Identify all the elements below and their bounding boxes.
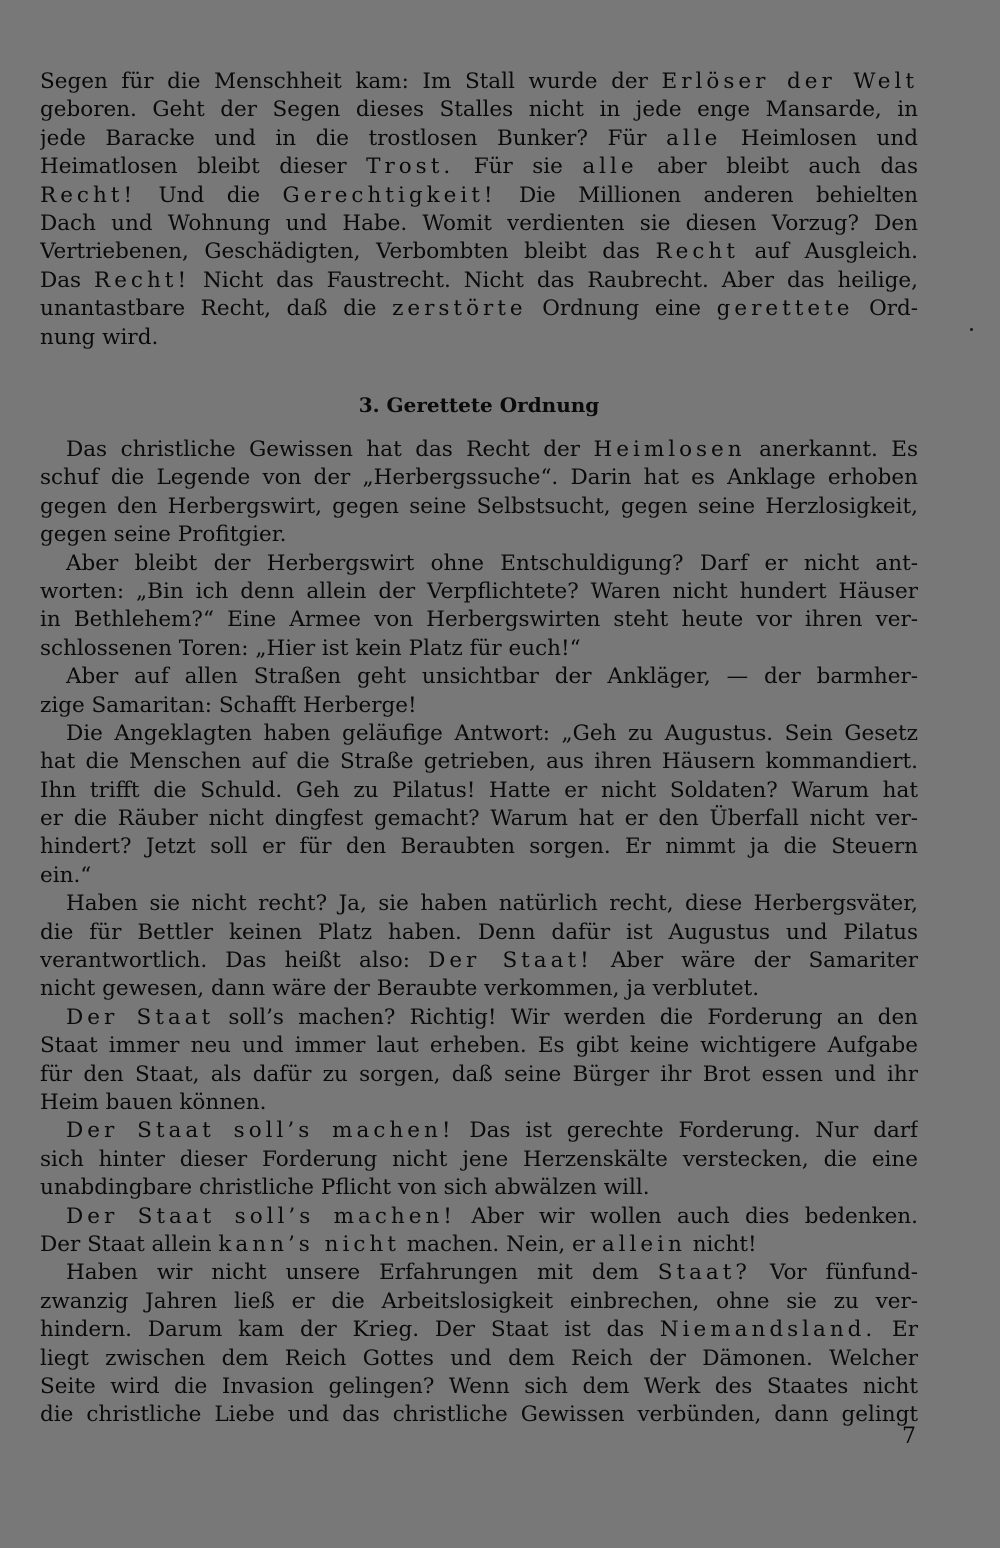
spaced-emphasis: Niemandsland. [659,1317,877,1343]
text-line: schuf die Legende von der „Herbergssuche“. Darin hat es Anklage erhoben [40,465,918,491]
text-line: Aber bleibt der Herbergswirt ohne Entschuldigung? Darf er nicht ant- [66,550,918,576]
text-line: gegen den Herbergswirt, gegen seine Selbstsucht, gegen seine Herzlosigkeit, [40,493,918,519]
text-line: geboren. Geht der Segen dieses Stalles nicht in jede enge Mansarde, in [40,97,918,123]
text-line: hindert? Jetzt soll er für den Beraubten sorgen. Er nimmt ja die Steuern [40,834,918,860]
spaced-emphasis: zerstörte [392,296,527,322]
text-line: für den Staat, als dafür zu sorgen, daß seine Bürger ihr Brot essen und ihr [40,1061,918,1087]
text-line: Der Staat soll’s machen? Richtig! Wir werden die Forderung an den [66,1004,918,1030]
text-line: liegt zwischen dem Reich Gottes und dem Reich der Dämonen. Welcher [40,1345,918,1371]
text-line: Recht! Und die Gerechtigkeit! Die Millionen anderen behielten [40,182,918,208]
text-line: verantwortlich. Das heißt also: Der Staat! Aber wäre der Samariter [40,948,918,974]
text-line: Vertriebenen, Geschädigten, Verbombten bleibt das Recht auf Ausgleich. [40,239,918,265]
text-line: er die Räuber nicht dingfest gemacht? Warum hat er den Überfall nicht ver- [40,806,918,832]
spaced-emphasis: Der Staat soll’s machen! [66,1118,455,1144]
text-line: zwanzig Jahren ließ er die Arbeitslosigkeit einbrechen, ohne sie zu ver- [40,1288,918,1314]
text-line: Dach und Wohnung und Habe. Womit verdienten sie diesen Vorzug? Den [40,210,918,236]
text-line: nicht gewesen, dann wäre der Beraubte verkommen, ja verblutet. [40,976,760,1002]
text-line: Segen für die Menschheit kam: Im Stall wurde der Erlöser der Welt [40,69,918,94]
text-line: Heim bauen können. [40,1089,267,1115]
text-line: Aber auf allen Straßen geht unsichtbar der Ankläger, — der barmher- [66,664,918,690]
spaced-emphasis: alle [666,125,722,151]
spaced-emphasis: Gerechtigkeit! [282,182,497,208]
text-line: Heimatlosen bleibt dieser Trost. Für sie alle aber bleibt auch das [40,154,918,180]
text-line: schlossenen Toren: „Hier ist kein Platz für euch!“ [40,635,581,661]
text-line: ein.“ [40,862,92,888]
spaced-emphasis: Trost. [366,154,455,180]
text-line: zige Samaritan: Schafft Herberge! [40,692,417,718]
text-line: jede Baracke und in die trostlosen Bunker? Für alle Heimlosen und [40,125,918,151]
text-line: Haben sie nicht recht? Ja, sie haben natürlich recht, diese Herbergsväter, [66,891,918,917]
spaced-emphasis: Erlöser der Welt [661,69,918,94]
spaced-emphasis: Recht [655,239,739,265]
text-line: unantastbare Recht, daß die zerstörte Ordnung eine gerettete Ord- [40,296,918,322]
text-line: Seite wird die Invasion gelingen? Wenn sich dem Werk des Staates nicht [40,1373,918,1399]
text-line: nung wird. [40,324,159,350]
spaced-emphasis: alle [582,154,638,180]
text-line: gegen seine Profitgier. [40,522,287,548]
text-line: in Bethlehem?“ Eine Armee von Herbergswirten steht heute vor ihren ver- [40,607,918,633]
text-line: die christliche Liebe und das christliche Gewissen verbünden, dann gelingt [40,1402,918,1428]
text-line: Das Recht! Nicht das Faustrecht. Nicht das Raubrecht. Aber das heilige, [40,267,918,293]
spaced-emphasis: Recht! [40,182,137,208]
text-line: Das christliche Gewissen hat das Recht der Heimlosen anerkannt. Es [66,437,918,462]
text-line: Staat immer neu und immer laut erheben. Es gibt keine wichtigere Aufgabe [40,1033,918,1059]
page-number: 7 [902,1424,916,1449]
print-speck [970,328,973,331]
text-line: Haben wir nicht unsere Erfahrungen mit dem Staat? Vor fünfund- [66,1260,918,1286]
spaced-emphasis: Der Staat [66,1004,215,1030]
section-body [40,436,918,1430]
text-line: Der Staat soll’s machen! Das ist gerechte Forderung. Nur darf [66,1118,918,1144]
text-line: Die Angeklagten haben geläufige Antwort: „Geh zu Augustus. Sein Gesetz [66,720,918,746]
top-paragraph [40,68,918,352]
section-heading: 3. Gerettete Ordnung [358,393,600,417]
spaced-emphasis: allein [601,1231,686,1257]
text-line: Der Staat allein kann’s nicht machen. Nein, er allein nicht! [40,1231,757,1257]
text-line: hat die Menschen auf die Straße getrieben, aus ihren Häusern kommandiert. [40,749,918,775]
text-line: unabdingbare christliche Pflicht von sich abwälzen will. [40,1175,650,1201]
text-line: Ihn trifft die Schuld. Geh zu Pilatus! Hatte er nicht Soldaten? Warum hat [40,777,918,803]
spaced-emphasis: Der Staat soll’s machen! [66,1203,456,1229]
text-line: hindern. Darum kam der Krieg. Der Staat ist das Niemandsland. Er [40,1317,918,1343]
spaced-emphasis: Heimlosen [593,437,746,462]
spaced-emphasis: Recht! [94,267,191,293]
spaced-emphasis: Staat? [657,1260,751,1286]
spaced-emphasis: gerettete [716,296,854,322]
text-line: worten: „Bin ich denn allein der Verpflichtete? Waren nicht hundert Häuser [40,578,918,604]
spaced-emphasis: Der Staat! [428,948,593,974]
spaced-emphasis: kann’s nicht [218,1231,400,1257]
text-line: sich hinter dieser Forderung nicht jene Herzenskälte verstecken, die eine [40,1146,918,1172]
text-line: die für Bettler keinen Platz haben. Denn dafür ist Augustus und Pilatus [40,919,918,945]
text-line: Der Staat soll’s machen! Aber wir wollen auch dies bedenken. [66,1203,918,1229]
